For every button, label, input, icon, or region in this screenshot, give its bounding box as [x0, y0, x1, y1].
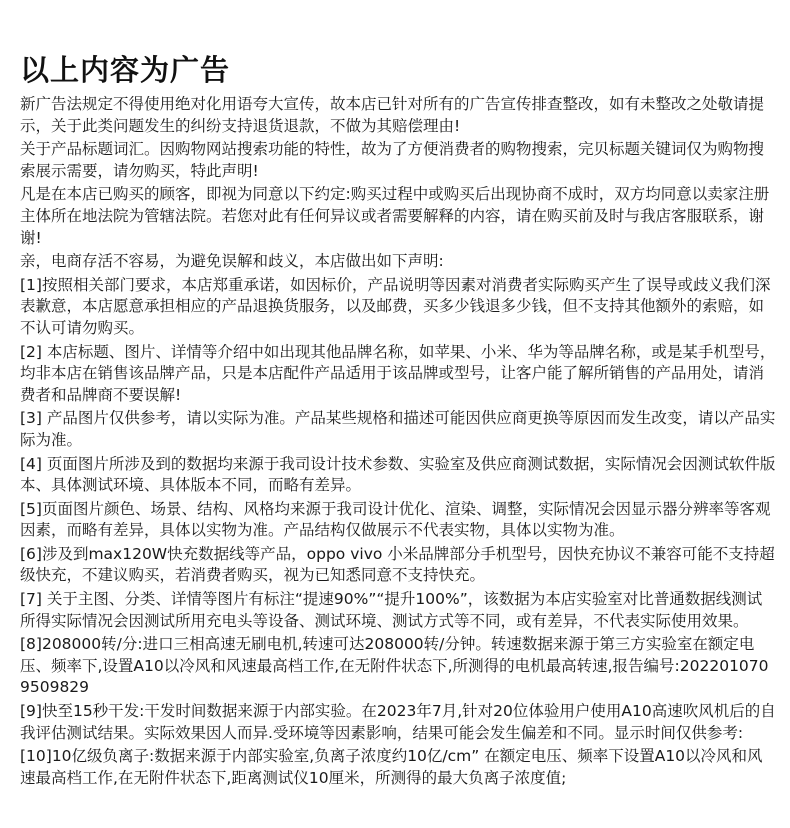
- paragraph-statement-intro: 亲，电商存活不容易，为避免误解和歧义，本店做出如下声明:: [20, 252, 444, 271]
- paragraph-item-8: [8]208000转/分:进口三相高速无刷电机,转速可达208000转/分钟。转速数据来源于第三方实验室在额定电压、频率下,设置A10以冷风和风速最高档工作,在无附件状态下,所测得的电机最高转速,报告编号:2022010709509829: [20, 635, 769, 697]
- paragraph-item-10: [10]10亿级负离子:数据来源于内部实验室,负离子浓度约10亿/cm” 在额定电压、频率下设置A10以冷风和风速最高档工作,在无附件状态下,距离测试仪10厘米，所测得的最大负离子浓度值;: [20, 747, 763, 787]
- page-title: 以上内容为广告: [20, 53, 231, 87]
- paragraph-item-6: [6]涉及到max120W快充数据线等产品，oppo vivo 小米品牌部分手机型号，因快充协议不兼容可能不支持超级快充，不建议购买，若消费者购买，视为已知悉同意不支持快充。: [20, 544, 775, 585]
- paragraph-item-5: [5]页面图片颜色、场景、结构、风格均来源于我司设计优化、渲染、调整，实际情况会因显示器分辨率等客观因素，而略有差异，具体以实物为准。产品结构仅做展示不代表实物，具体以实物为准。: [20, 499, 771, 540]
- paragraph-item-4: [4] 页面图片所涉及到的数据均来源于我司设计技术参数、实验室及供应商测试数据，实际情况会因测试软件版本、具体测试环境、具体版本不同，而略有差异。: [20, 454, 776, 495]
- paragraph-item-3: [3] 产品图片仅供参考，请以实际为准。产品某些规格和描述可能因供应商更换等原因而发生改变，请以产品实际为准。: [20, 409, 776, 449]
- paragraph-item-7: [7] 关于主图、分类、详情等图片有标注“提速90%”“提升100%”，该数据为本店实验室对比普通数据线测试所得实际情况会因测试所用充电头等设备、测试环境、测试方式等不同，或有差异，不代表实际使用效果。: [20, 590, 763, 630]
- paragraph-ad-law: 新广告法规定不得使用绝对化用语夸大宣传，故本店已针对所有的广告宣传排查整改，如有未整改之处敬请提示，关于此类问题发生的纠纷支持退货退款，不做为其赔偿理由!: [20, 95, 765, 135]
- paragraph-item-1: [1]按照相关部门要求，本店郑重承诺，如因标价，产品说明等因素对消费者实际购买产生了误导或歧义我们深表歉意，本店愿意承担相应的产品退换货服务，以及邮费，买多少钱退多少钱，但不支持其他额外的索赔，如不认可请勿购买。: [20, 275, 771, 337]
- paragraph-item-2: [2] 本店标题、图片、详情等介绍中如出现其他品牌名称，如苹果、小米、华为等品牌名称，或是某手机型号，均非本店在销售该品牌产品，只是本店配件产品适用于该品牌或型号，让客户能了解所销售的产品用处，请消费者和品牌商不要误解!: [20, 342, 776, 404]
- paragraph-item-9: [9]快至15秒干发:干发时间数据来源于内部实验。在2023年7月,针对20位体验用户使用A10高速吹风机后的自我评估测试结果。实际效果因人而异.受环境等因素影响，结果可能会发生偏差和不同。显示时间仅供参考:: [20, 702, 776, 742]
- paragraph-jurisdiction: 凡是在本店已购买的顾客，即视为同意以下约定:购买过程中或购买后出现协商不成时，双方均同意以卖家注册主体所在地法院为管辖法院。若您对此有任何异议或者需要解释的内容，请在购买前及时与我店客服联系，谢谢!: [20, 185, 770, 247]
- paragraph-title-keywords: 关于产品标题词汇。因购物网站搜索功能的特性，故为了方便消费者的购物搜索，完贝标题关键词仅为购物搜索展示需要，请勿购买，特此声明!: [20, 140, 765, 180]
